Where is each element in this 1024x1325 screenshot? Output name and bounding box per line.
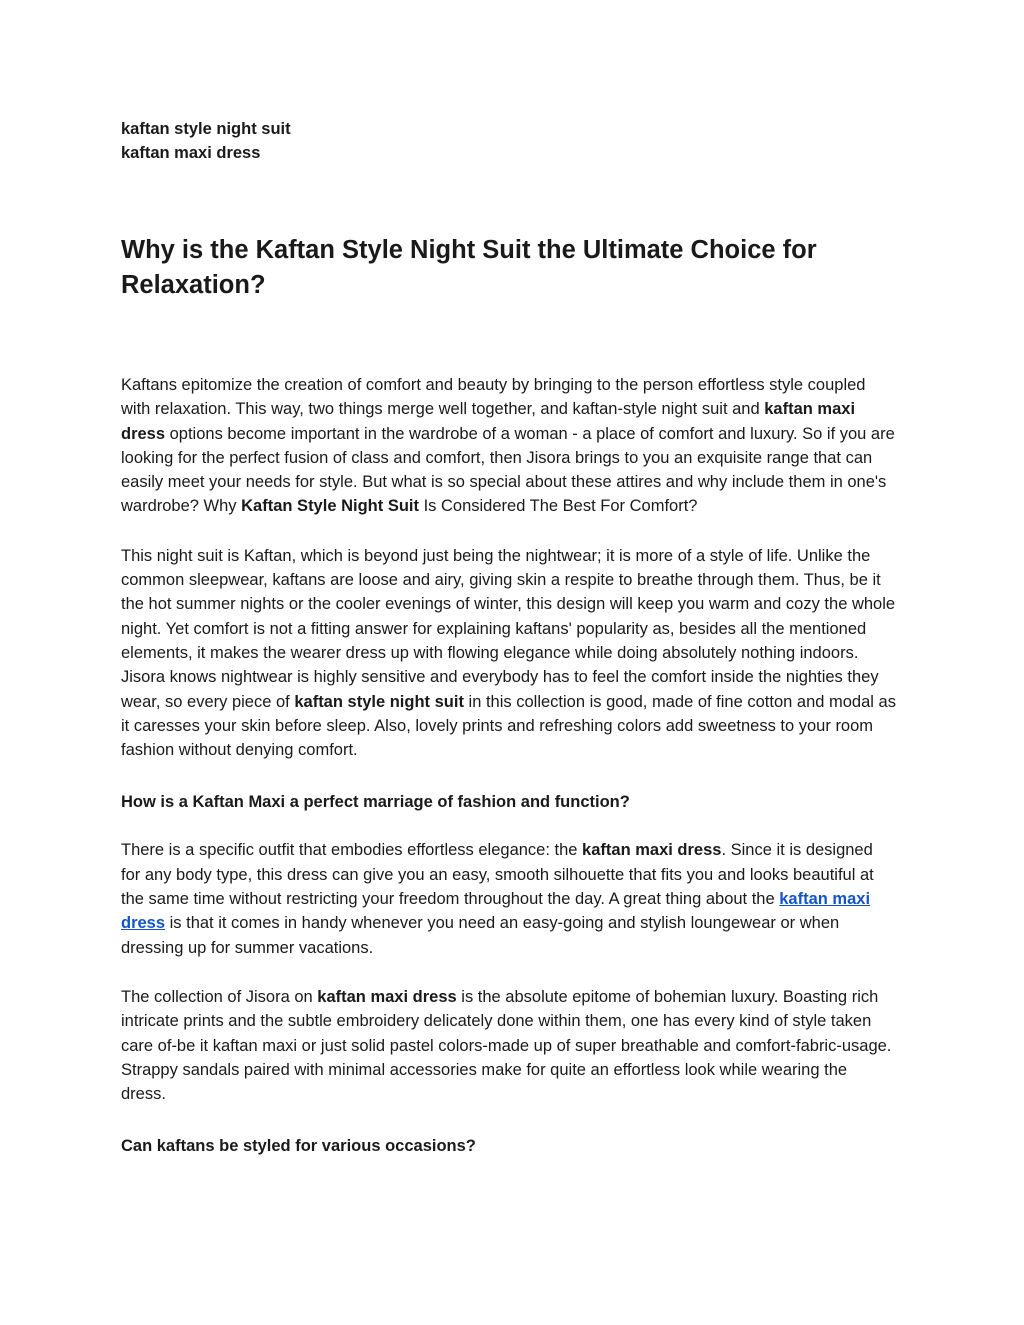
page-title: Why is the Kaftan Style Night Suit the Ultimate Choice for Relaxation?	[121, 236, 817, 299]
keyword-item: kaftan maxi dress	[121, 144, 261, 162]
document-page	[121, 117, 896, 1158]
bold-keyword: kaftan maxi dress	[582, 841, 722, 860]
kaftan-maxi-dress-link[interactable]: kaftan maxi dress	[121, 890, 871, 933]
bold-keyword: kaftan maxi dress	[317, 987, 457, 1006]
night-suit-paragraph: This night suit is Kaftan, which is beyond just being the nightwear; it is more of a style of life. Unlike the common sleepwear, kaftans are loose and airy, giving skin a respite to breathe through them. Thus, be it the hot summer nights or the cooler evenings of winter, this design will keep you warm and cozy the whole night. Yet comfort is not a fitting answer for explaining kaftans' popularity as, besides all the mentioned elements, it makes the wearer dress up with flowing elegance while doing absolutely nothing indoors. Jisora knows nightwear is highly sensitive and everybody has to feel the comfort inside the nighties they wear, so every piece of kaftan style night suit in this collection is good, made of fine cotton and modal as it caresses your skin before sleep. Also, lovely prints and refreshing colors add sweetness to your room fashion without denying comfort.	[121, 546, 896, 760]
bold-keyword: kaftan maxi dress	[121, 400, 856, 443]
keyword-list	[121, 117, 896, 165]
maxi-paragraph: There is a specific outfit that embodies effortless elegance: the kaftan maxi dress. Since it is designed for any body type, this dress can give you an easy, smooth silhouette that fits you and looks beautiful at the same time without restricting your freedom throughout the day. A great thing about the kaftan maxi dress is that it comes in handy whenever you need an easy-going and stylish loungewear or when dressing up for summer vacations.	[121, 841, 874, 957]
intro-paragraph: Kaftans epitomize the creation of comfort and beauty by bringing to the person effortless style coupled with relaxation. This way, two things merge well together, and kaftan-style night suit and kaftan maxi dress options become important in the wardrobe of a woman - a place of comfort and luxury. So if you are looking for the perfect fusion of class and comfort, then Jisora brings to you an exquisite range that can easily meet your needs for style. But what is so special about these attires and why include them in one's wardrobe? Why Kaftan Style Night Suit Is Considered The Best For Comfort?	[121, 376, 895, 516]
bold-keyword: Kaftan Style Night Suit	[241, 497, 419, 516]
collection-paragraph: The collection of Jisora on kaftan maxi dress is the absolute epitome of bohemian luxury. Boasting rich intricate prints and the subtle embroidery delicately done within them, one has every kind of style taken care of-be it kaftan maxi or just solid pastel colors-made up of super breathable and comfort-fabric-usage. Strappy sandals paired with minimal accessories make for quite an effortless look while wearing the dress.	[121, 987, 892, 1104]
keyword-item: kaftan style night suit	[121, 120, 291, 138]
bold-keyword: kaftan style night suit	[294, 692, 464, 711]
section-heading-occasions: Can kaftans be styled for various occasions?	[121, 1137, 476, 1156]
section-heading-maxi: How is a Kaftan Maxi a perfect marriage of fashion and function?	[121, 793, 630, 812]
